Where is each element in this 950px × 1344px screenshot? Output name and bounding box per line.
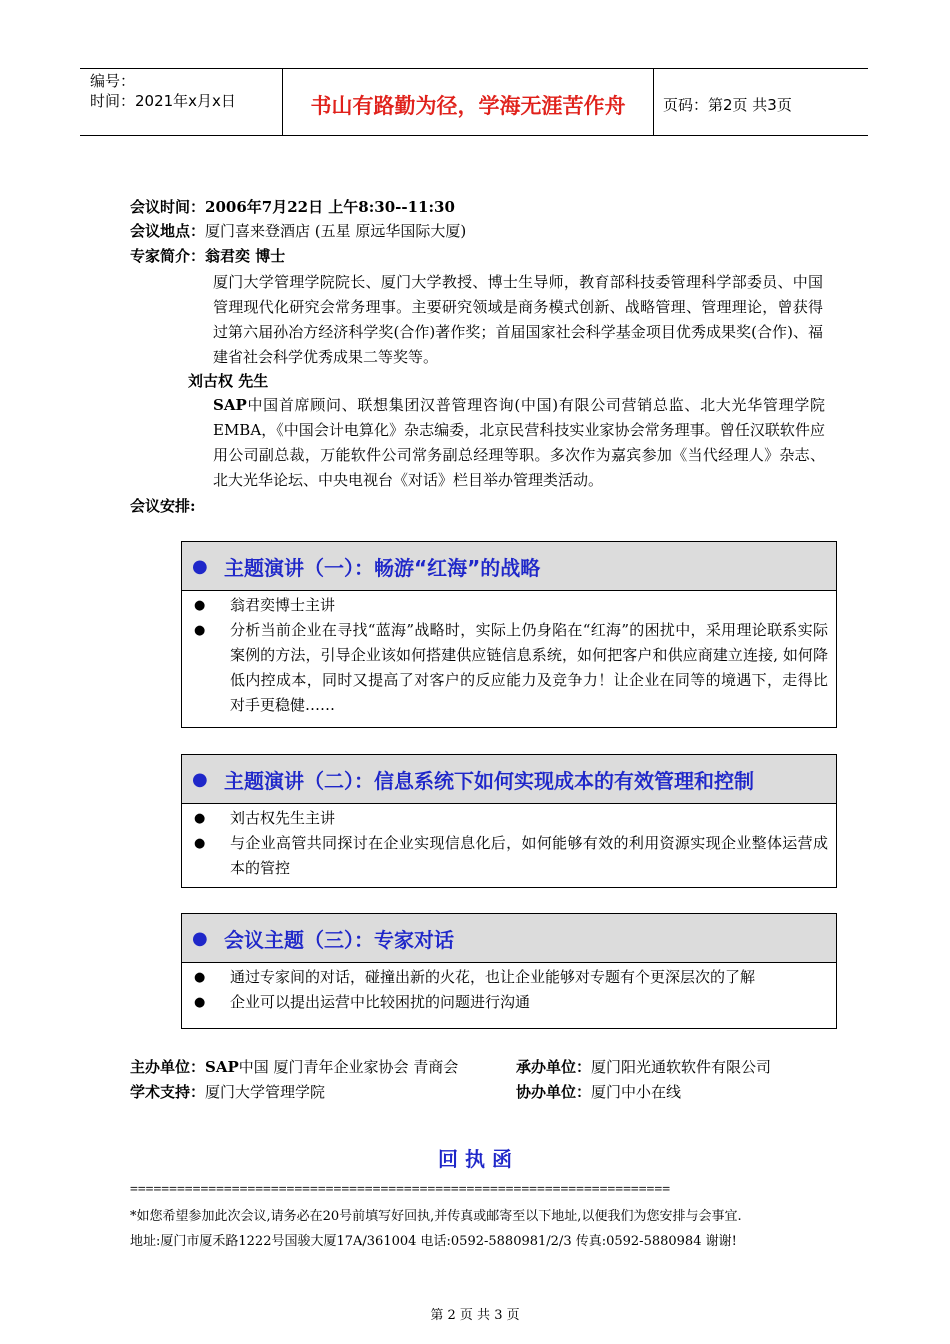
- academic-key: 学术支持：: [130, 1083, 206, 1101]
- expert1-bio: 厦门大学管理学院院长、厦门大学教授、博士生导师，教育部科技委管理科学部委员、中国管理现代化研究会常务理事。主要研究领域是商务模式创新、战略管理、管理理论，曾获得过第六届孙冶方经济科学奖(合作)著作奖；首届国家社会科学基金项目优秀成果奖(合作)、福建省社会科学优秀成果二等奖等。: [213, 273, 823, 366]
- expert-intro-key: 专家简介：: [130, 247, 206, 265]
- expert2-heading: [188, 368, 268, 394]
- session-box-3: [181, 913, 837, 1029]
- session-2-body: [182, 804, 836, 887]
- session-3-item-1: 通过专家间的对话，碰撞出新的火花，也让企业能够对专题有个更深层次的了解: [230, 968, 756, 986]
- meeting-place: [130, 218, 466, 244]
- academic-org: [130, 1080, 325, 1105]
- header-time: 时间：2021年x月x日: [90, 92, 236, 110]
- bullet-icon: ●: [192, 555, 208, 577]
- undertake-key: 承办单位：: [516, 1058, 592, 1076]
- reply-note-1: *如您希望参加此次会议,请务必在20号前填写好回执,并传真或邮寄至以下地址,以便我们为您安排与会事宜.: [130, 1209, 742, 1224]
- expert2-bio: [213, 393, 825, 493]
- reply-title: 回 执 函: [438, 1147, 512, 1171]
- list-item: [190, 618, 828, 718]
- co-org: [516, 1080, 681, 1105]
- session-2-item-1: 刘古权先生主讲: [230, 809, 336, 827]
- session-1-title: 主题演讲（一）：畅游“红海”的战略: [224, 555, 541, 580]
- co-key: 协办单位：: [516, 1083, 592, 1101]
- list-item: [190, 593, 828, 618]
- list-item: [190, 831, 828, 881]
- session-1-item-2: 分析当前企业在寻找“蓝海”战略时，实际上仍身陷在“红海”的困扰中，采用理论联系实际案例的方法，引导企业该如何搭建供应链信息系统，如何把客户和供应商建立连接, 如何降低内控成本，同时又提高了对客户的反应能力及竞争力！让企业在同等的境遇下，走得比对手更稳健……: [230, 621, 828, 714]
- host-key: 主办单位：: [130, 1058, 206, 1076]
- bullet-icon: ●: [194, 623, 206, 638]
- agenda-heading: [130, 493, 196, 519]
- meeting-place-value: 厦门喜来登酒店 (五星 原远华国际大厦): [205, 222, 467, 240]
- meeting-time-key: 会议时间：: [130, 198, 206, 216]
- header-top-rule: [80, 68, 868, 69]
- session-3-header: [182, 914, 836, 963]
- header-motto: 书山有路勤为径，学海无涯苦作舟: [310, 94, 626, 118]
- agenda-key: 会议安排:: [130, 497, 196, 515]
- list-item: [190, 806, 828, 831]
- undertake-value: 厦门阳光通软软件有限公司: [591, 1058, 772, 1076]
- session-2-header: [182, 755, 836, 804]
- header-serial: 编号：: [90, 72, 136, 90]
- expert2-bio-text: 中国首席顾问、联想集团汉普管理咨询(中国)有限公司营销总监、北大光华管理学院EMBA，《中国会计电算化》杂志编委，北京民营科技实业家协会常务理事。曾任汉联软件应用公司副总裁，万能软件公司常务副总经理等职。多次作为嘉宾参加《当代经理人》杂志、北大光华论坛、中央电视台《对话》栏目举办管理类活动。: [213, 396, 825, 489]
- session-2-title: 主题演讲（二）：信息系统下如何实现成本的有效管理和控制: [224, 768, 754, 793]
- session-2-item-2: 与企业高管共同探讨在企业实现信息化后，如何能够有效的利用资源实现企业整体运营成本的管控: [230, 834, 828, 877]
- session-3-title: 会议主题（三）：专家对话: [224, 927, 454, 952]
- bullet-icon: ●: [192, 768, 208, 790]
- expert-intro: [130, 243, 285, 269]
- session-box-2: [181, 754, 837, 888]
- footer-page-number: 第 2 页 共 3 页: [430, 1308, 520, 1323]
- list-item: [190, 990, 828, 1015]
- bullet-icon: ●: [194, 970, 206, 985]
- bullet-icon: ●: [194, 995, 206, 1010]
- bullet-icon: ●: [194, 836, 206, 851]
- bullet-icon: ●: [194, 811, 206, 826]
- expert2-bio-sap: SAP: [213, 396, 247, 414]
- header-page: 页码：第2页 共3页: [663, 96, 792, 114]
- expert2-name: 刘古权 先生: [188, 372, 269, 390]
- expert1-name: 翁君奕 博士: [205, 247, 286, 265]
- list-item: [190, 965, 828, 990]
- session-3-item-2: 企业可以提出运营中比较困扰的问题进行沟通: [230, 993, 531, 1011]
- reply-note-2: 地址:厦门市厦禾路1222号国骏大厦17A/361004 电话:0592-5880981/2/3 传真:0592-5880984 谢谢!: [130, 1234, 737, 1249]
- meeting-time-value: 2006年7月22日 上午8:30--11:30: [205, 198, 455, 216]
- bullet-icon: ●: [192, 927, 208, 949]
- host-value: 中国 厦门青年企业家协会 青商会: [238, 1058, 459, 1076]
- session-1-item-1: 翁君奕博士主讲: [230, 596, 336, 614]
- session-1-body: [182, 591, 836, 724]
- co-value: 厦门中小在线: [591, 1083, 682, 1101]
- header-divider-right: [653, 68, 654, 136]
- undertake-org: [516, 1055, 771, 1080]
- session-3-body: [182, 963, 836, 1021]
- meeting-time: [130, 194, 455, 220]
- host-value-sap: SAP: [205, 1058, 239, 1076]
- host-org: [130, 1055, 458, 1080]
- session-box-1: [181, 541, 837, 728]
- reply-divider: =====================================================================: [130, 1182, 671, 1197]
- meeting-place-key: 会议地点：: [130, 222, 206, 240]
- header-bottom-rule: [80, 135, 868, 136]
- bullet-icon: ●: [194, 598, 206, 613]
- academic-value: 厦门大学管理学院: [205, 1083, 326, 1101]
- session-1-header: [182, 542, 836, 591]
